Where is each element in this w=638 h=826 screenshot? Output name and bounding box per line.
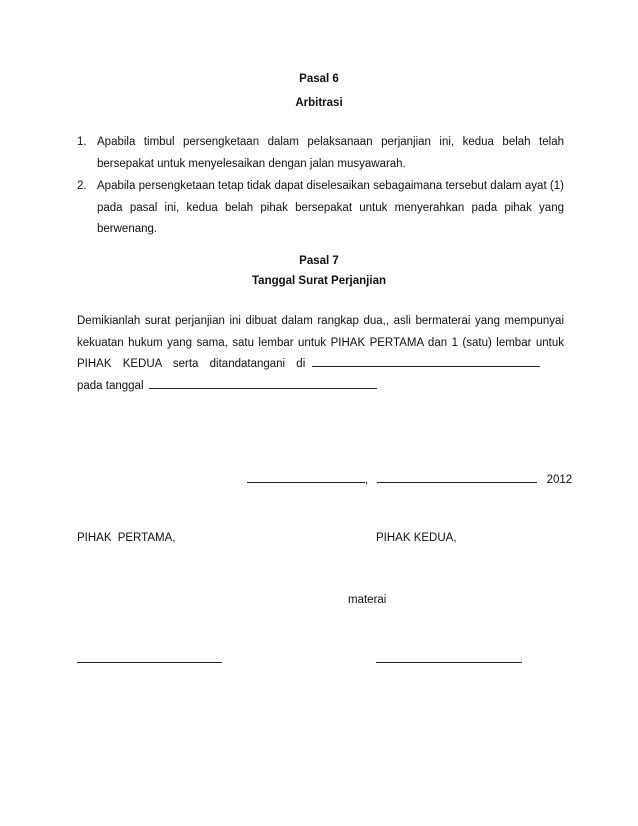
day-month-blank-line[interactable]: [377, 471, 537, 483]
paragraph-line-2: kekuatan hukum yang sama, satu lembar untuk PIHAK PERTAMA dan 1 (satu) lembar untuk: [77, 336, 564, 349]
pihak-pertama-signature-line[interactable]: [77, 651, 222, 666]
list-item-number: 1.: [77, 136, 87, 148]
place-label: PIHAK KEDUA serta ditandatangani di: [77, 358, 306, 370]
signature-rule: [376, 651, 522, 663]
city-blank-line[interactable]: [247, 471, 365, 483]
list-item-text: Apabila timbul persengketaan dalam pelaksanaan perjanjian ini, kedua belah telah bersepakat untuk menyelesaikan dengan jalan musyawarah.: [97, 136, 564, 170]
materai-label: materai: [348, 594, 387, 606]
pasal-7-subtitle: Tanggal Surat Perjanjian: [252, 275, 386, 287]
pasal-6-title: Pasal 6: [299, 73, 339, 85]
paragraph-line-3: [77, 354, 564, 376]
year-text: 2012: [546, 474, 573, 486]
list-item-text: Apabila persengketaan tetap tidak dapat diselesaikan sebagaimana tersebut dalam ayat (1) pada pasal ini, kedua belah pihak bersepakat untuk menyerahkan pada pihak yang berwenang.: [97, 180, 564, 235]
list-item-number: 2.: [77, 180, 87, 192]
place-blank-line[interactable]: [312, 355, 540, 367]
list-item: [77, 132, 564, 175]
pasal-6-list: [77, 132, 564, 242]
pasal-6-subtitle: Arbitrasi: [295, 97, 343, 109]
signature-rule: [77, 651, 222, 663]
pihak-kedua-label: PIHAK KEDUA,: [376, 532, 457, 544]
pasal-7-title: Pasal 7: [299, 255, 339, 267]
date-separator: ,: [365, 474, 369, 486]
pihak-pertama-label: PIHAK PERTAMA,: [77, 532, 176, 544]
list-item: [77, 176, 564, 241]
paragraph-line-4: [77, 376, 564, 398]
paragraph-line-1: Demikianlah surat perjanjian ini dibuat dalam rangkap dua,, asli bermaterai yang mempunyai: [77, 315, 564, 327]
date-blank-line[interactable]: [149, 377, 377, 389]
date-label: pada tanggal: [77, 379, 144, 392]
closing-paragraph: [77, 311, 564, 397]
signing-date-line: [247, 471, 572, 486]
pihak-kedua-signature-line[interactable]: [376, 651, 522, 666]
